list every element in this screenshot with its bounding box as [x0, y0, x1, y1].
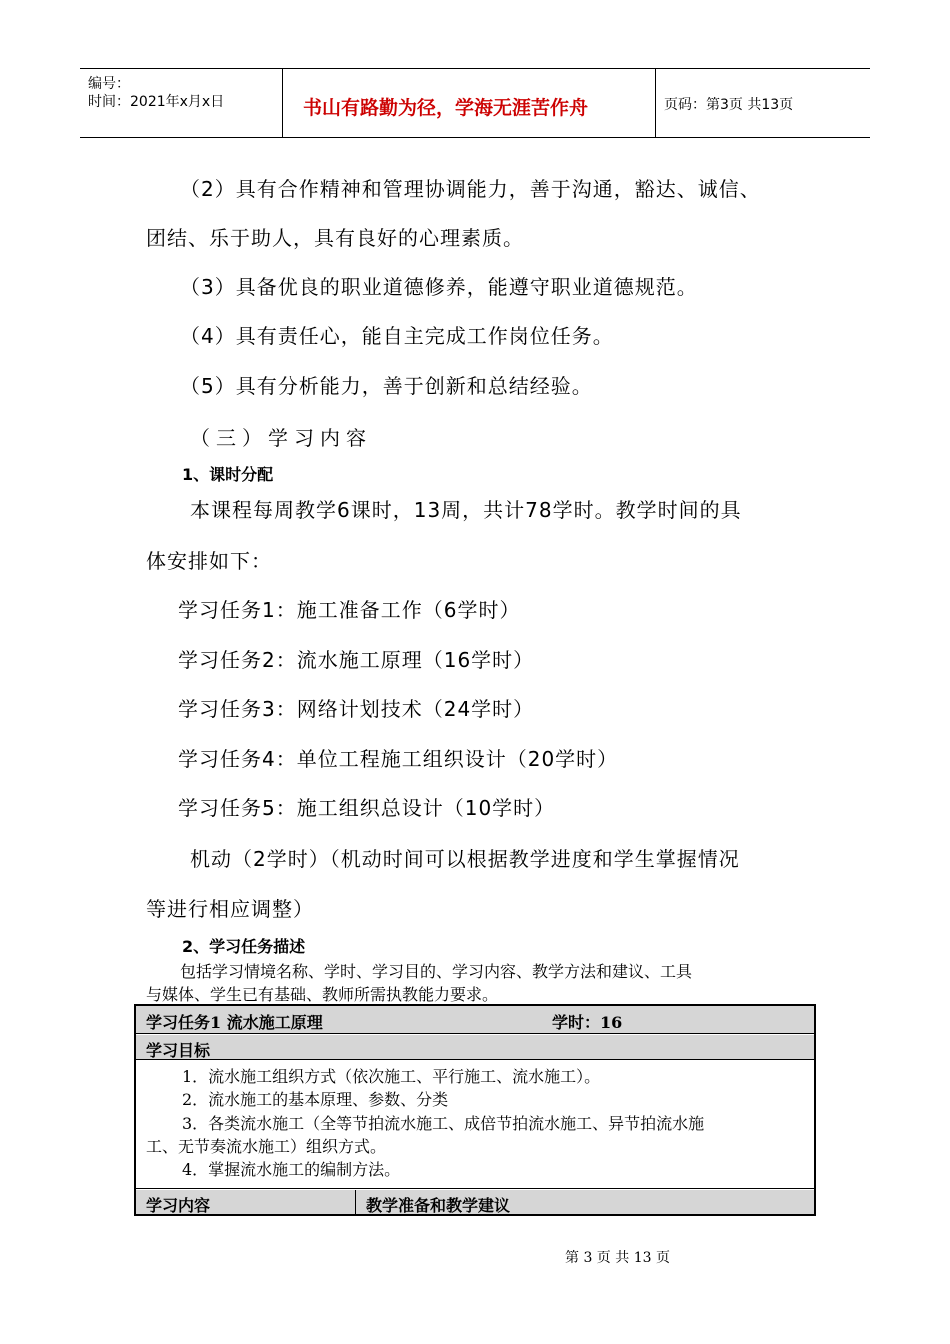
task-list-item: 学习任务5：施工组织总设计（10学时） [178, 796, 556, 820]
goal-item: 2．流水施工的基本原理、参数、分类 [182, 1090, 449, 1109]
table-goals-row [136, 1061, 814, 1189]
document-number-label: 编号： [88, 76, 130, 92]
paragraph-2-line-2: 团结、乐于助人，具有良好的心理素质。 [146, 226, 524, 250]
header-page-number: 页码：第3页 共13页 [664, 97, 794, 113]
task-list-item: 学习任务1：施工准备工作（6学时） [178, 598, 521, 622]
goal-item: 1．流水施工组织方式（依次施工、平行施工、流水施工）。 [182, 1067, 601, 1086]
description-line-1: 包括学习情境名称、学时、学习目的、学习内容、教学方法和建议、工具 [180, 962, 693, 981]
intro-line-1: 本课程每周教学6课时，13周，共计78学时。教学时间的具 [190, 498, 742, 522]
header-motto: 书山有路勤为径，学海无涯苦作舟 [303, 97, 589, 119]
task-list-item: 学习任务2：流水施工原理（16学时） [178, 648, 535, 672]
table-title-row [136, 1006, 814, 1034]
header-page-cell [656, 69, 870, 137]
learning-task-table [134, 1004, 816, 1216]
document-date-label: 时间：2021年x月x日 [88, 94, 225, 110]
header-motto-cell [283, 69, 656, 137]
page-footer: 第 3 页 共 13 页 [565, 1250, 670, 1266]
description-line-2: 与媒体、学生已有基础、教师所需执教能力要求。 [146, 985, 499, 1004]
header-meta-cell [80, 69, 283, 137]
task-hours: 学时：16 [552, 1013, 623, 1032]
table-content-header-row [136, 1190, 814, 1214]
paragraph-2-line-1: （2）具有合作精神和管理协调能力，善于沟通，豁达、诚信、 [180, 177, 761, 201]
goal-item: 3．各类流水施工（全等节拍流水施工、成倍节拍流水施工、异节拍流水施 [182, 1114, 705, 1133]
flex-time-line-2: 等进行相应调整） [146, 897, 314, 921]
page-header [80, 68, 870, 138]
goals-label: 学习目标 [146, 1041, 211, 1060]
table-goals-header-row [136, 1035, 814, 1060]
column-divider [355, 1190, 356, 1214]
content-label: 学习内容 [146, 1196, 211, 1215]
paragraph-3: （3）具备优良的职业道德修养，能遵守职业道德规范。 [180, 275, 698, 299]
subsection-2-heading: 2、学习任务描述 [182, 937, 306, 956]
goal-item-continuation: 工、无节奏流水施工）组织方式。 [146, 1137, 387, 1156]
task-list-item: 学习任务4：单位工程施工组织设计（20学时） [178, 747, 619, 771]
flex-time-line-1: 机动（2学时）（机动时间可以根据教学进度和学生掌握情况 [190, 847, 740, 871]
intro-line-2: 体安排如下： [146, 549, 272, 573]
paragraph-4: （4）具有责任心，能自主完成工作岗位任务。 [180, 324, 614, 348]
task-title: 学习任务1 流水施工原理 [146, 1013, 323, 1032]
paragraph-5: （5）具有分析能力，善于创新和总结经验。 [180, 374, 593, 398]
goal-item: 4．掌握流水施工的编制方法。 [182, 1160, 401, 1179]
subsection-1-heading: 1、课时分配 [182, 465, 274, 484]
task-list-item: 学习任务3：网络计划技术（24学时） [178, 697, 535, 721]
section-heading: （三）学习内容 [190, 426, 372, 450]
prep-label: 教学准备和教学建议 [366, 1196, 511, 1215]
